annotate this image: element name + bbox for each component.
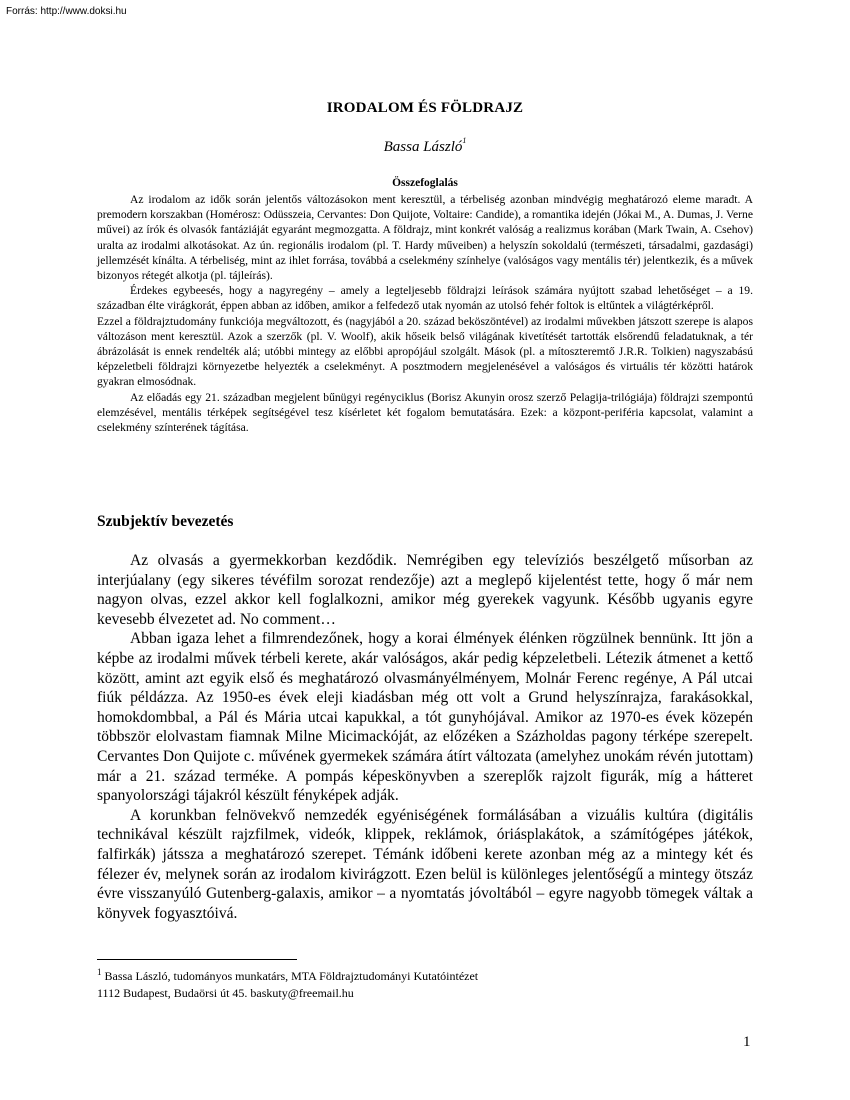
source-url: Forrás: http://www.doksi.hu bbox=[6, 6, 127, 17]
footnote-line-2: 1112 Budapest, Budaörsi út 45. baskuty@freemail.hu bbox=[97, 986, 354, 1000]
footnote-mark: 1 bbox=[97, 967, 102, 977]
body-paragraph: Abban igaza lehet a filmrendezőnek, hogy a korai élmények élénken rögzülnek bennünk. Itt jön a képbe az irodalmi művek térbeli kerete, akár valóságos, akár pedig képzeletbeli. Létezik átmenet a kettő között, amint azt egyik első és meghatározó olvasmányélményem, Molnár Ferenc regénye, A Pál utcai fiúk példázza. Az 1950-es évek eleji kiadásban még ott volt a Grund helyszínrajza, farakásokkal, homokdombbal, a Pál és Mária utcai kapukkal, a tót gunyhójával. Amikor az 1970-es évek közepén többször elolvastam fiamnak Milne Micimackóját, az előzéken a Százholdas pagony térképe szerepelt. Cervantes Don Quijote c. művének gyermekek számára átírt változata (amelyhez unokám révén jutottam) már a 21. század terméke. A pompás képeskönyvben a szereplők rajzolt figurák, míg a hátteret spanyolországi tájakról készült fényképek adják. bbox=[97, 630, 753, 805]
footnote-divider bbox=[97, 959, 297, 960]
abstract-heading: Összefoglalás bbox=[392, 177, 458, 189]
footnote-line-1 bbox=[97, 964, 478, 985]
document-title: IRODALOM ÉS FÖLDRAJZ bbox=[326, 100, 524, 116]
abstract-paragraph: Ezzel a földrajztudomány funkciója megváltozott, és (nagyjából a 20. század beköszöntével) az irodalmi művekben játszott szerepe is alapos változáson ment keresztül. Azok a szerzők (pl. V. Woolf), akik hőseik belső világának kivetítését tartották elsőrendű feladatuknak, a tér ábrázolását is ennek rendelték alá; utóbbi mintegy az előbbi apropójául szolgált. Mások (pl. a mítoszteremtő J.R.R. Tolkien) nagyszabású képzeletbeli földrajzi környezetbe helyezték a cselekményt. A posztmodern megjelenésével a valóságos és virtuális tér közötti határok gyakran elmosódnak. bbox=[97, 314, 753, 389]
abstract-paragraph: Érdekes egybeesés, hogy a nagyregény – amely a legteljesebb földrajzi leírások számára nyújtott szabad lehetőséget – a 19. században élte virágkorát, éppen abban az időben, amikor a felfedező utak nyomán az utolsó fehér foltok is eltűntek a világtérképről. bbox=[97, 284, 753, 313]
abstract-paragraph: Az irodalom az idők során jelentős változásokon ment keresztül, a térbeliség azonban mindvégig meghatározó eleme maradt. A premodern korszakban (Homérosz: Odüsszeia, Cervantes: Don Quijote, Voltaire: Candide), a romantika idején (Jókai M., A. Dumas, J. Verne művei) az írók és olvasók fantáziáját egyaránt megmozgatta. A földrajz, mint konkrét valóság a realizmus korában (Mark Twain, A. Csehov) uralta az irodalmi alkotásokat. Az ún. regionális irodalom (pl. T. Hardy műveiben) a helyszín sokoldalú (természeti, társadalmi, gazdasági) jellemzését kínálta. A térbeliség, mint az ihlet forrása, továbbá a cselekmény színhelye (valóságos vagy mentális tér) jelentkezik, és a művek bizonyos rétegét alkotja (pl. tájleírás). bbox=[97, 193, 753, 283]
body-paragraph: A korunkban felnövekvő nemzedék egyéniségének formálásában a vizuális kultúra (digitális technikával készült rajzfilmek, videók, klippek, reklámok, óriásplakátok, a számítógépes játékok, falfirkák) játssza a meghatározó szerepet. Témánk időbeni kerete azonban még az a mintegy két és félezer év, melynek során az irodalom kivirágzott. Ezen belül is különleges jelentőségű a mintegy ötszáz évre visszanyúló Gutenberg-galaxis, amikor – a nyomtatás jóvoltából – egyre nagyobb tömegek váltak a könyvek fogyasztóivá. bbox=[97, 806, 753, 922]
section-heading: Szubjektív bevezetés bbox=[97, 513, 234, 530]
footnote-affiliation: Bassa László, tudományos munkatárs, MTA Földrajztudományi Kutatóintézet bbox=[101, 969, 479, 983]
author-name: Bassa László bbox=[383, 139, 463, 155]
abstract bbox=[97, 192, 753, 435]
author-line bbox=[0, 138, 850, 156]
body-text bbox=[97, 551, 753, 923]
footnote bbox=[97, 964, 478, 1002]
abstract-paragraph: Az előadás egy 21. században megjelent bűnügyi regényciklus (Borisz Akunyin orosz szerző Pelagija-trilógiája) földrajzi szempontú elemzésével, mentális térképek segítségével tesz kísérletet két fogalom bemutatására. Ezek: a központ-periféria kapcsolat, valamint a cselekmény színterének tágítása. bbox=[97, 390, 753, 435]
page-number: 1 bbox=[743, 1034, 751, 1050]
body-paragraph: Az olvasás a gyermekkorban kezdődik. Nemrégiben egy televíziós beszélgető műsorban az interjúalany (egy sikeres tévéfilm sorozat rendezője) azt a meglepő kijelentést tette, hogy ő már nem nagyon olvas, ezzel akkor kell foglalkozni, amikor még gyerekek vagyunk. Később ugyanis egyre kevesebb élvezetet ad. No comment… bbox=[97, 552, 753, 628]
author-footnote-mark[interactable]: 1 bbox=[462, 136, 467, 145]
